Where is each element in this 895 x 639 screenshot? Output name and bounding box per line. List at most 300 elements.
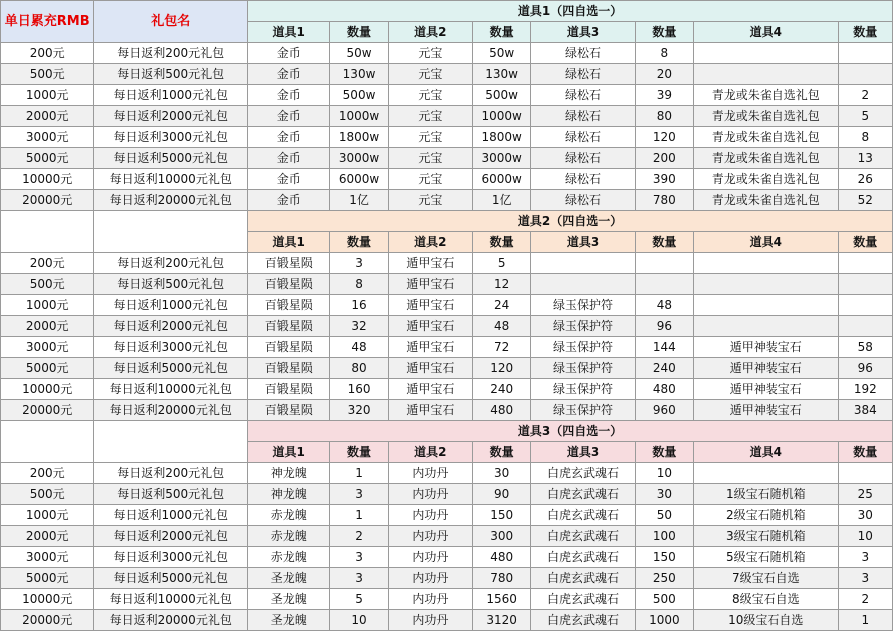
item3-cell: 绿玉保护符 [531, 316, 635, 337]
qty1-cell: 3 [330, 484, 388, 505]
qty4-cell: 52 [838, 190, 892, 211]
qty3-cell: 20 [635, 64, 693, 85]
qty3-cell: 200 [635, 148, 693, 169]
blank-cell [94, 211, 248, 253]
rmb-cell: 1000元 [1, 505, 94, 526]
qty1-cell: 3 [330, 253, 388, 274]
qty4-cell [838, 274, 892, 295]
rmb-cell: 5000元 [1, 568, 94, 589]
pack-column-header: 礼包名 [94, 1, 248, 43]
rmb-cell: 1000元 [1, 295, 94, 316]
item3-cell: 白虎玄武魂石 [531, 463, 635, 484]
table-row [1, 127, 893, 148]
item3-cell: 绿松石 [531, 148, 635, 169]
item2-cell: 元宝 [388, 190, 472, 211]
table-row [1, 337, 893, 358]
rmb-cell: 3000元 [1, 547, 94, 568]
item2-cell: 内功丹 [388, 505, 472, 526]
rmb-cell: 3000元 [1, 337, 94, 358]
item3-cell: 白虎玄武魂石 [531, 568, 635, 589]
qty2-cell: 120 [473, 358, 531, 379]
item3-cell: 绿玉保护符 [531, 295, 635, 316]
qty2-cell: 500w [473, 85, 531, 106]
qty1-cell: 500w [330, 85, 388, 106]
qty4-cell: 2 [838, 85, 892, 106]
section-title-row [1, 421, 893, 442]
table-row [1, 526, 893, 547]
qty3-cell: 120 [635, 127, 693, 148]
qty4-cell: 96 [838, 358, 892, 379]
column-header-qty: 数量 [635, 442, 693, 463]
item3-cell: 绿松石 [531, 190, 635, 211]
column-header-qty: 数量 [838, 232, 892, 253]
item1-cell: 百锻星陨 [248, 274, 330, 295]
qty3-cell: 960 [635, 400, 693, 421]
rmb-column-header: 单日累充RMB [1, 1, 94, 43]
pack-name-cell: 每日返利3000元礼包 [94, 337, 248, 358]
qty2-cell: 240 [473, 379, 531, 400]
qty1-cell: 3 [330, 568, 388, 589]
rmb-cell: 10000元 [1, 169, 94, 190]
item3-cell: 绿玉保护符 [531, 337, 635, 358]
qty3-cell: 240 [635, 358, 693, 379]
table-row [1, 253, 893, 274]
section-title: 道具1（四自选一） [248, 1, 893, 22]
qty3-cell: 500 [635, 589, 693, 610]
item4-cell [693, 295, 838, 316]
qty3-cell: 250 [635, 568, 693, 589]
section-title: 道具3（四自选一） [248, 421, 893, 442]
qty2-cell: 780 [473, 568, 531, 589]
qty1-cell: 10 [330, 610, 388, 631]
rmb-cell: 2000元 [1, 526, 94, 547]
qty3-cell: 48 [635, 295, 693, 316]
item4-cell [693, 43, 838, 64]
qty2-cell: 1亿 [473, 190, 531, 211]
table-row [1, 463, 893, 484]
item4-cell: 青龙或朱雀自选礼包 [693, 85, 838, 106]
qty1-cell: 1000w [330, 106, 388, 127]
item2-cell: 内功丹 [388, 463, 472, 484]
pack-name-cell: 每日返利10000元礼包 [94, 379, 248, 400]
item4-cell: 遁甲神装宝石 [693, 379, 838, 400]
qty2-cell: 90 [473, 484, 531, 505]
qty3-cell: 1000 [635, 610, 693, 631]
rmb-cell: 10000元 [1, 589, 94, 610]
qty1-cell: 1亿 [330, 190, 388, 211]
item4-cell: 青龙或朱雀自选礼包 [693, 169, 838, 190]
pack-name-cell: 每日返利500元礼包 [94, 484, 248, 505]
item2-cell: 元宝 [388, 106, 472, 127]
table-row [1, 43, 893, 64]
item3-cell [531, 274, 635, 295]
qty3-cell: 150 [635, 547, 693, 568]
rmb-cell: 20000元 [1, 190, 94, 211]
item1-cell: 赤龙魄 [248, 505, 330, 526]
blank-cell [1, 421, 94, 463]
column-header-item1: 道具1 [248, 442, 330, 463]
qty4-cell [838, 43, 892, 64]
qty1-cell: 3 [330, 547, 388, 568]
item2-cell: 元宝 [388, 127, 472, 148]
qty2-cell: 5 [473, 253, 531, 274]
table-row [1, 64, 893, 85]
column-header-qty: 数量 [838, 22, 892, 43]
qty3-cell: 8 [635, 43, 693, 64]
qty1-cell: 130w [330, 64, 388, 85]
table-row [1, 295, 893, 316]
rmb-cell: 200元 [1, 463, 94, 484]
item3-cell: 白虎玄武魂石 [531, 505, 635, 526]
item3-cell: 绿松石 [531, 85, 635, 106]
pack-name-cell: 每日返利200元礼包 [94, 253, 248, 274]
item4-cell: 8级宝石自选 [693, 589, 838, 610]
qty4-cell [838, 64, 892, 85]
rmb-cell: 200元 [1, 253, 94, 274]
qty4-cell [838, 316, 892, 337]
item3-cell: 绿松石 [531, 64, 635, 85]
item3-cell: 白虎玄武魂石 [531, 526, 635, 547]
qty1-cell: 50w [330, 43, 388, 64]
column-header-item2: 道具2 [388, 232, 472, 253]
item1-cell: 百锻星陨 [248, 379, 330, 400]
qty4-cell: 8 [838, 127, 892, 148]
item1-cell: 圣龙魄 [248, 610, 330, 631]
item2-cell: 遁甲宝石 [388, 337, 472, 358]
item3-cell: 绿松石 [531, 127, 635, 148]
item1-cell: 百锻星陨 [248, 358, 330, 379]
item2-cell: 元宝 [388, 169, 472, 190]
qty1-cell: 1 [330, 463, 388, 484]
qty1-cell: 1800w [330, 127, 388, 148]
qty3-cell: 10 [635, 463, 693, 484]
qty1-cell: 32 [330, 316, 388, 337]
pack-name-cell: 每日返利1000元礼包 [94, 295, 248, 316]
column-header-qty: 数量 [330, 442, 388, 463]
table-row [1, 148, 893, 169]
qty2-cell: 3000w [473, 148, 531, 169]
column-header-item1: 道具1 [248, 232, 330, 253]
item1-cell: 金币 [248, 127, 330, 148]
qty3-cell: 96 [635, 316, 693, 337]
item1-cell: 百锻星陨 [248, 295, 330, 316]
item1-cell: 圣龙魄 [248, 568, 330, 589]
item2-cell: 内功丹 [388, 610, 472, 631]
pack-name-cell: 每日返利200元礼包 [94, 43, 248, 64]
item1-cell: 金币 [248, 148, 330, 169]
table-row [1, 106, 893, 127]
item4-cell: 3级宝石随机箱 [693, 526, 838, 547]
pack-name-cell: 每日返利1000元礼包 [94, 85, 248, 106]
column-header-qty: 数量 [635, 232, 693, 253]
item3-cell: 白虎玄武魂石 [531, 610, 635, 631]
table-row [1, 568, 893, 589]
qty4-cell: 26 [838, 169, 892, 190]
qty2-cell: 1000w [473, 106, 531, 127]
rmb-cell: 500元 [1, 64, 94, 85]
qty1-cell: 80 [330, 358, 388, 379]
column-header-qty: 数量 [473, 22, 531, 43]
qty4-cell: 3 [838, 568, 892, 589]
item1-cell: 赤龙魄 [248, 526, 330, 547]
table-row [1, 484, 893, 505]
column-header-item4: 道具4 [693, 442, 838, 463]
column-header-qty: 数量 [838, 442, 892, 463]
item4-cell: 5级宝石随机箱 [693, 547, 838, 568]
pack-name-cell: 每日返利1000元礼包 [94, 505, 248, 526]
qty2-cell: 130w [473, 64, 531, 85]
item4-cell: 遁甲神装宝石 [693, 358, 838, 379]
column-header-item2: 道具2 [388, 442, 472, 463]
item4-cell: 青龙或朱雀自选礼包 [693, 190, 838, 211]
qty1-cell: 1 [330, 505, 388, 526]
column-header-item4: 道具4 [693, 22, 838, 43]
item1-cell: 金币 [248, 43, 330, 64]
pack-name-cell: 每日返利500元礼包 [94, 274, 248, 295]
item4-cell: 10级宝石自选 [693, 610, 838, 631]
qty4-cell: 3 [838, 547, 892, 568]
table-row [1, 85, 893, 106]
qty3-cell: 50 [635, 505, 693, 526]
item2-cell: 遁甲宝石 [388, 274, 472, 295]
table-row [1, 547, 893, 568]
pack-name-cell: 每日返利10000元礼包 [94, 169, 248, 190]
rmb-cell: 10000元 [1, 379, 94, 400]
column-header-item3: 道具3 [531, 22, 635, 43]
item3-cell: 绿玉保护符 [531, 379, 635, 400]
pack-name-cell: 每日返利5000元礼包 [94, 358, 248, 379]
item3-cell: 绿松石 [531, 106, 635, 127]
item4-cell: 2级宝石随机箱 [693, 505, 838, 526]
blank-cell [94, 421, 248, 463]
qty1-cell: 6000w [330, 169, 388, 190]
item4-cell [693, 274, 838, 295]
qty4-cell: 10 [838, 526, 892, 547]
qty1-cell: 3000w [330, 148, 388, 169]
item4-cell: 青龙或朱雀自选礼包 [693, 148, 838, 169]
pack-name-cell: 每日返利2000元礼包 [94, 106, 248, 127]
item4-cell: 1级宝石随机箱 [693, 484, 838, 505]
item3-cell: 绿玉保护符 [531, 358, 635, 379]
qty3-cell: 39 [635, 85, 693, 106]
blank-cell [1, 211, 94, 253]
item4-cell [693, 64, 838, 85]
item4-cell [693, 316, 838, 337]
pack-name-cell: 每日返利500元礼包 [94, 64, 248, 85]
qty3-cell: 780 [635, 190, 693, 211]
item1-cell: 神龙魄 [248, 463, 330, 484]
item2-cell: 元宝 [388, 148, 472, 169]
item1-cell: 神龙魄 [248, 484, 330, 505]
qty4-cell [838, 295, 892, 316]
qty2-cell: 48 [473, 316, 531, 337]
qty2-cell: 480 [473, 547, 531, 568]
qty1-cell: 8 [330, 274, 388, 295]
qty2-cell: 72 [473, 337, 531, 358]
table-row [1, 316, 893, 337]
qty4-cell: 5 [838, 106, 892, 127]
item2-cell: 元宝 [388, 43, 472, 64]
column-header-item3: 道具3 [531, 232, 635, 253]
rmb-cell: 200元 [1, 43, 94, 64]
qty4-cell: 1 [838, 610, 892, 631]
item3-cell: 绿松石 [531, 43, 635, 64]
item2-cell: 元宝 [388, 64, 472, 85]
item3-cell [531, 253, 635, 274]
item2-cell: 内功丹 [388, 547, 472, 568]
qty1-cell: 160 [330, 379, 388, 400]
item4-cell [693, 253, 838, 274]
qty2-cell: 150 [473, 505, 531, 526]
item2-cell: 遁甲宝石 [388, 358, 472, 379]
qty2-cell: 6000w [473, 169, 531, 190]
item2-cell: 遁甲宝石 [388, 316, 472, 337]
item2-cell: 遁甲宝石 [388, 295, 472, 316]
pack-name-cell: 每日返利2000元礼包 [94, 526, 248, 547]
pack-name-cell: 每日返利20000元礼包 [94, 190, 248, 211]
table-row [1, 505, 893, 526]
column-header-qty: 数量 [330, 22, 388, 43]
column-header-item1: 道具1 [248, 22, 330, 43]
qty4-cell: 13 [838, 148, 892, 169]
table-row [1, 400, 893, 421]
qty4-cell: 2 [838, 589, 892, 610]
qty1-cell: 2 [330, 526, 388, 547]
qty4-cell [838, 253, 892, 274]
item1-cell: 金币 [248, 85, 330, 106]
qty2-cell: 480 [473, 400, 531, 421]
qty4-cell [838, 463, 892, 484]
column-header-qty: 数量 [330, 232, 388, 253]
qty2-cell: 24 [473, 295, 531, 316]
pack-name-cell: 每日返利5000元礼包 [94, 568, 248, 589]
item1-cell: 百锻星陨 [248, 337, 330, 358]
table-row [1, 190, 893, 211]
item3-cell: 绿松石 [531, 169, 635, 190]
pack-name-cell: 每日返利2000元礼包 [94, 316, 248, 337]
item1-cell: 圣龙魄 [248, 589, 330, 610]
table-row [1, 379, 893, 400]
qty3-cell: 480 [635, 379, 693, 400]
qty4-cell: 192 [838, 379, 892, 400]
item2-cell: 元宝 [388, 85, 472, 106]
qty1-cell: 48 [330, 337, 388, 358]
table-row [1, 169, 893, 190]
item4-cell: 青龙或朱雀自选礼包 [693, 106, 838, 127]
item3-cell: 白虎玄武魂石 [531, 547, 635, 568]
rmb-cell: 3000元 [1, 127, 94, 148]
qty2-cell: 30 [473, 463, 531, 484]
pack-name-cell: 每日返利20000元礼包 [94, 610, 248, 631]
qty2-cell: 50w [473, 43, 531, 64]
rmb-cell: 2000元 [1, 316, 94, 337]
pack-name-cell: 每日返利3000元礼包 [94, 127, 248, 148]
item1-cell: 金币 [248, 106, 330, 127]
qty1-cell: 16 [330, 295, 388, 316]
item1-cell: 赤龙魄 [248, 547, 330, 568]
pack-name-cell: 每日返利3000元礼包 [94, 547, 248, 568]
rmb-cell: 20000元 [1, 400, 94, 421]
column-header-qty: 数量 [635, 22, 693, 43]
column-header-item4: 道具4 [693, 232, 838, 253]
qty4-cell: 25 [838, 484, 892, 505]
item4-cell: 遁甲神装宝石 [693, 337, 838, 358]
qty4-cell: 58 [838, 337, 892, 358]
item2-cell: 遁甲宝石 [388, 400, 472, 421]
item2-cell: 内功丹 [388, 568, 472, 589]
rmb-cell: 1000元 [1, 85, 94, 106]
table-row [1, 610, 893, 631]
section-title-row [1, 1, 893, 22]
qty3-cell: 80 [635, 106, 693, 127]
pack-name-cell: 每日返利20000元礼包 [94, 400, 248, 421]
item4-cell: 青龙或朱雀自选礼包 [693, 127, 838, 148]
item3-cell: 白虎玄武魂石 [531, 589, 635, 610]
qty3-cell [635, 253, 693, 274]
item2-cell: 内功丹 [388, 526, 472, 547]
qty2-cell: 300 [473, 526, 531, 547]
item4-cell [693, 463, 838, 484]
item1-cell: 百锻星陨 [248, 400, 330, 421]
pack-name-cell: 每日返利10000元礼包 [94, 589, 248, 610]
qty1-cell: 5 [330, 589, 388, 610]
qty2-cell: 3120 [473, 610, 531, 631]
qty3-cell: 100 [635, 526, 693, 547]
item3-cell: 绿玉保护符 [531, 400, 635, 421]
item1-cell: 百锻星陨 [248, 316, 330, 337]
rmb-cell: 5000元 [1, 148, 94, 169]
rmb-cell: 2000元 [1, 106, 94, 127]
qty3-cell [635, 274, 693, 295]
qty2-cell: 1800w [473, 127, 531, 148]
section-title: 道具2（四自选一） [248, 211, 893, 232]
rmb-cell: 20000元 [1, 610, 94, 631]
column-header-item3: 道具3 [531, 442, 635, 463]
qty2-cell: 1560 [473, 589, 531, 610]
qty1-cell: 320 [330, 400, 388, 421]
pack-name-cell: 每日返利5000元礼包 [94, 148, 248, 169]
rmb-cell: 500元 [1, 484, 94, 505]
item4-cell: 遁甲神装宝石 [693, 400, 838, 421]
item2-cell: 遁甲宝石 [388, 253, 472, 274]
qty4-cell: 30 [838, 505, 892, 526]
item1-cell: 金币 [248, 169, 330, 190]
column-header-qty: 数量 [473, 442, 531, 463]
item4-cell: 7级宝石自选 [693, 568, 838, 589]
table-row [1, 274, 893, 295]
item2-cell: 内功丹 [388, 589, 472, 610]
pack-name-cell: 每日返利200元礼包 [94, 463, 248, 484]
item1-cell: 金币 [248, 64, 330, 85]
column-header-item2: 道具2 [388, 22, 472, 43]
item3-cell: 白虎玄武魂石 [531, 484, 635, 505]
qty2-cell: 12 [473, 274, 531, 295]
qty3-cell: 390 [635, 169, 693, 190]
table-row [1, 358, 893, 379]
qty3-cell: 144 [635, 337, 693, 358]
qty4-cell: 384 [838, 400, 892, 421]
rmb-cell: 5000元 [1, 358, 94, 379]
item1-cell: 金币 [248, 190, 330, 211]
column-header-qty: 数量 [473, 232, 531, 253]
rmb-cell: 500元 [1, 274, 94, 295]
item2-cell: 内功丹 [388, 484, 472, 505]
item2-cell: 遁甲宝石 [388, 379, 472, 400]
table-row [1, 589, 893, 610]
qty3-cell: 30 [635, 484, 693, 505]
section-title-row [1, 211, 893, 232]
item1-cell: 百锻星陨 [248, 253, 330, 274]
